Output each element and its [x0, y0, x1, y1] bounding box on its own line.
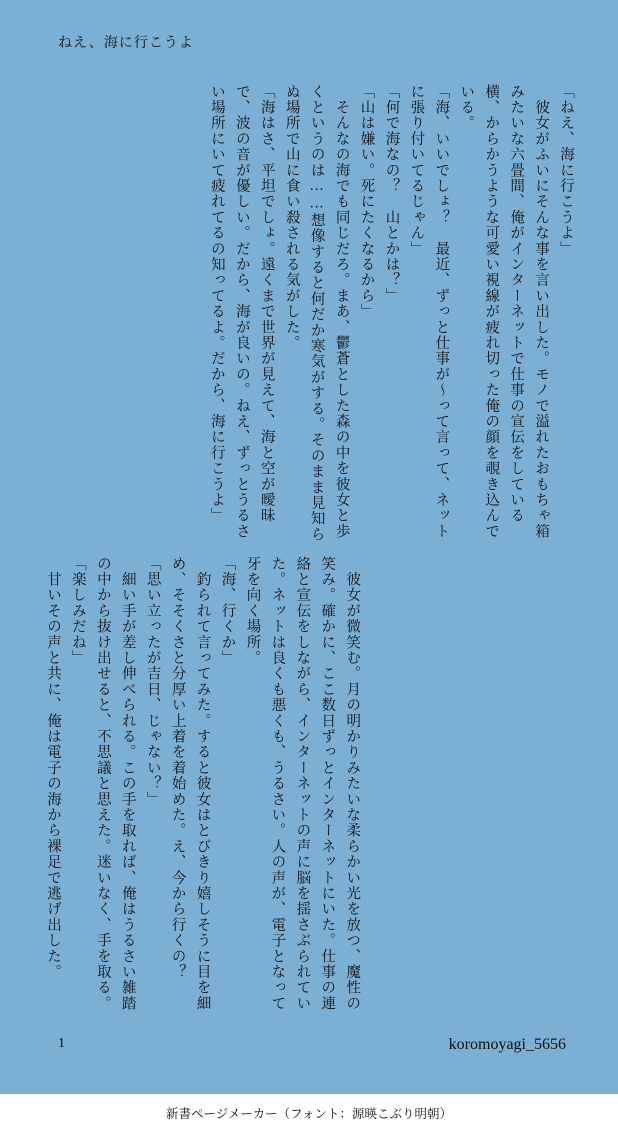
- footer-bar: [0, 1094, 618, 1132]
- paragraph: 細い手が差し伸べられる。この手を取れば、俺はうるさい雑踏の中から抜け出せると、不思議と思えた。迷いなく、手を取る。: [94, 556, 136, 1012]
- paragraph: 「海はさ、平坦でしょ。遠くまで世界が見えて、海と空が曖昧で、波の音が優しい。だから、海が良いの。ねえ、ずっとうるさい場所にいて疲れてるの知ってるよ。だから、海に行こうよ」: [208, 84, 275, 540]
- footer-credit: 新書ページメーカー（フォント：源暎こぶり明朝）: [165, 1107, 452, 1121]
- page-number: 1: [58, 1036, 65, 1051]
- paragraph: 「ねえ、海に行こうよ」: [558, 84, 574, 257]
- paragraph: 彼女が微笑む。月の明かりみたいな柔らかい光を放つ、魔性の笑み。確かに、ここ数日ずっとインターネットにいた。仕事の連絡と宣伝をしながら、インターネットの声に脳を揺さぶられていた。ネットは良くも悪くも、うるさい。人の声が、電子となって牙を向く場所。: [244, 556, 361, 1012]
- paragraph: そんなの海でも同じだろ。まあ、鬱蒼とした森の中を彼女と歩くというのは……想像すると何だか寒気がする。そのまま見知らぬ場所で山に食い殺される気がした。: [283, 84, 350, 543]
- paragraph: 「山は嫌い。死にたくなるから」: [358, 84, 375, 320]
- author-id: koromoyagi_5656: [448, 1036, 566, 1053]
- paragraph: 釣られて言ってみた。すると彼女はとびきり嬉しそうに目を細め、そそくさと分厚い上着を着始めた。え、今から行くの？: [169, 556, 211, 1012]
- text-column-lower: [40, 556, 364, 1026]
- paragraph: 「思い立ったが吉日、じゃない？」: [144, 556, 161, 808]
- paragraph: 「海、いいでしょ？ 最近、ずっと仕事が〜って言って、ネットに張り付いてるじゃん」: [408, 84, 450, 540]
- page-title: ねえ、海に行こうよ: [58, 36, 194, 51]
- paragraph: 「海、行くか」: [219, 556, 236, 666]
- paragraph: 彼女がふいにそんな事を言い出した。モノで溢れたおもちゃ箱みたいな六畳間、俺がインターネットで仕事の宣伝をしている横、からかうような可愛い視線が疲れ切った俺の顔を覗き込んでいる。: [458, 84, 550, 540]
- paragraph: 甘いその声と共に、俺は電子の海から裸足で逃げ出した。: [44, 556, 61, 980]
- paragraph: 「何で海なの？ 山とかは？」: [383, 84, 400, 304]
- paragraph: 「楽しみだね」: [69, 556, 86, 666]
- text-column-upper: [204, 84, 578, 554]
